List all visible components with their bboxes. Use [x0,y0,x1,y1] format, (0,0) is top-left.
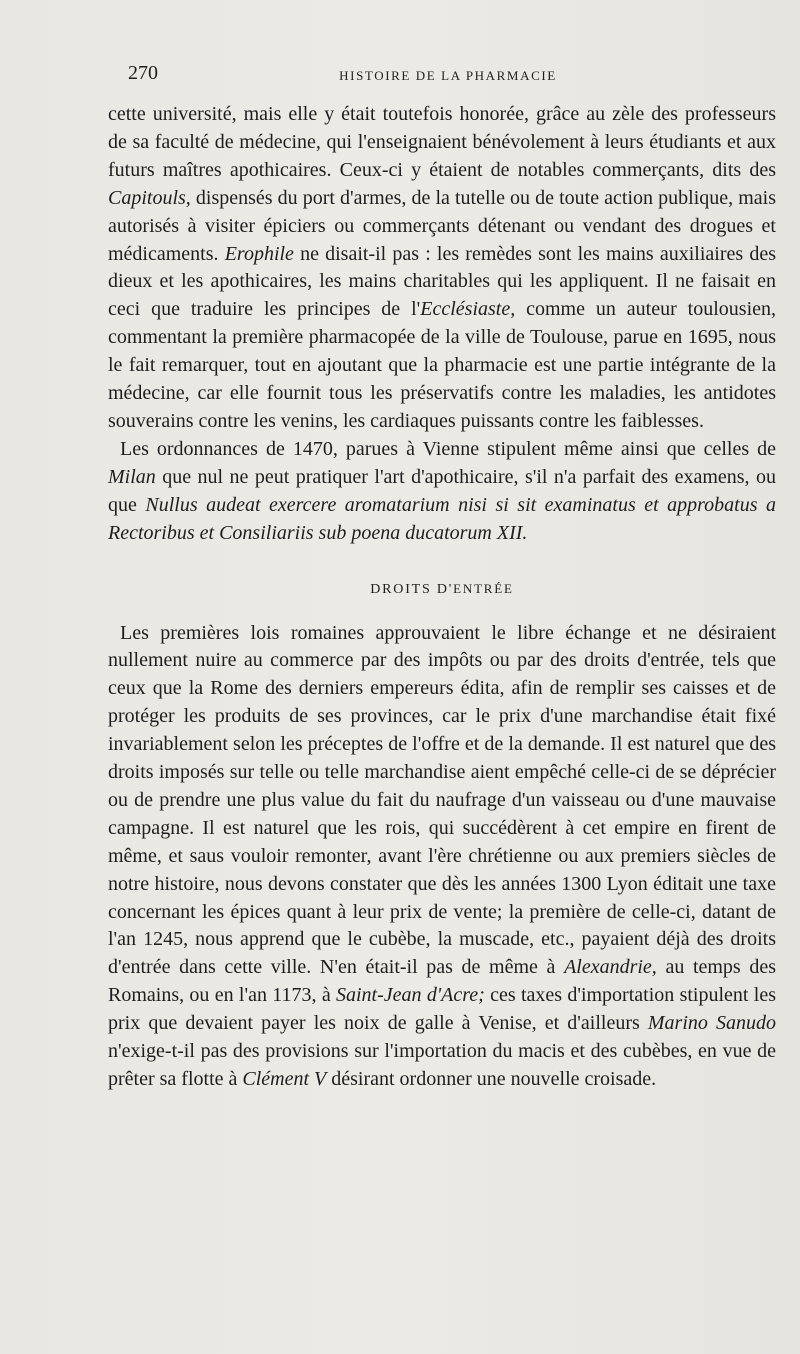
italic-run: Saint-Jean d'Acre; [336,984,485,1007]
page-header [128,58,768,88]
heading-text: DROITS D' [370,581,454,597]
text-run: cette université, mais elle y était toutefois honorée, grâce au zèle des professeurs de sa faculté de médecine, qui l'enseignaient bénévolement à leurs étudiants et aux futurs maîtres apothicaires. Ceux-ci y étaient de notables commerçants, dits des [108,103,776,181]
text-run: ne disait-il pas : les remèdes sont les mains auxiliaires des dieux et les apothicaires, les mains charitables qui les appliquent. Il ne faisait en ceci que traduire les principes de l' [108,242,776,321]
text-run: n'exige-t-il pas des provisions sur l'importation du macis et des cubèbes, en vue de prêter sa flotte à [108,1040,776,1090]
running-title: HISTOIRE DE LA PHARMACIE [339,68,557,83]
italic-run: Nullus audeat exercere aromatarium nisi si sit examinatus et approbatus a Rectoribus et Consiliariis sub poena ducatorum XII. [108,493,776,544]
text-run: comme un auteur toulousien, commentant la première pharmacopée de la ville de Toulouse, parue en 1695, nous le fait remarquer, tout en ajoutant que la pharmacie est une partie intégrante de la médecine, car elle fournit tous les préservatifs contre les maladies, les antidotes souverains contre les venins, les cardiaques puissants contre les faiblesses. [108,298,776,432]
paragraph-3 [108,620,776,1094]
text-run: Les ordonnances de 1470, parues à Vienne stipulent même ainsi que celles de [120,437,776,460]
page-number: 270 [128,62,158,84]
text-run: désirant ordonner une nouvelle croisade. [326,1068,657,1090]
heading-text: ENTRÉE [453,580,514,596]
paragraph-2 [108,436,776,548]
italic-run: Erophile [224,242,294,265]
italic-run: Alexandrie, [564,956,657,979]
italic-run: Clément V [242,1068,327,1090]
text-run: au temps des Romains, ou en l'an 1173, à [108,956,776,1007]
text-run: Les premières lois romaines approuvaient le libre échange et ne désiraient nullement nuire au commerce par des impôts ou par des droits d'entrée, tels que ceux que la Rome des derniers empereurs édita, afin de remplir ses caisses et de protéger les produits de ses provinces, car le prix d'une marchandise était fixé invariablement selon les préceptes de l'offre et de la demande. Il est naturel que des droits imposés sur telle ou telle marchandise aient empêché celle-ci de se déprécier ou de prendre une plus value du fait du naufrage d'un vaisseau ou d'une mauvaise campagne. Il est naturel que les rois, qui succédèrent à cet empire en firent de même, et saus vouloir remonter, avant l'ère chrétienne ou aux premiers siècles de notre histoire, nous devons constater que dès les années 1300 Lyon éditait une taxe concernant les épices quant à leur prix de vente; la première de celle-ci, datant de l'an 1245, nous apprend que le cubèbe, la muscade, etc., payaient déjà des droits d'entrée dans cette ville. N'en était-il pas de même à [108,621,776,979]
italic-run: Milan [108,465,156,488]
body-text [108,101,776,1094]
text-run: ces taxes d'importation stipulent les prix que devaient payer les noix de galle à Venise, et d'ailleurs [108,984,776,1035]
paragraph-1 [108,101,776,436]
italic-run: Capitouls, [108,186,191,209]
text-run: dispensés du port d'armes, de la tutelle ou de toute action publique, mais autorisés à visiter épiciers ou commerçants détenant ou vendant des drogues et médicaments. [108,186,776,265]
text-run: que nul ne peut pratiquer l'art d'apothicaire, s'il n'a parfait des examens, ou que [108,465,776,516]
italic-run: Marino Sanudo [647,1012,777,1035]
italic-run: Ecclésiaste, [420,298,516,321]
section-heading [108,581,776,598]
